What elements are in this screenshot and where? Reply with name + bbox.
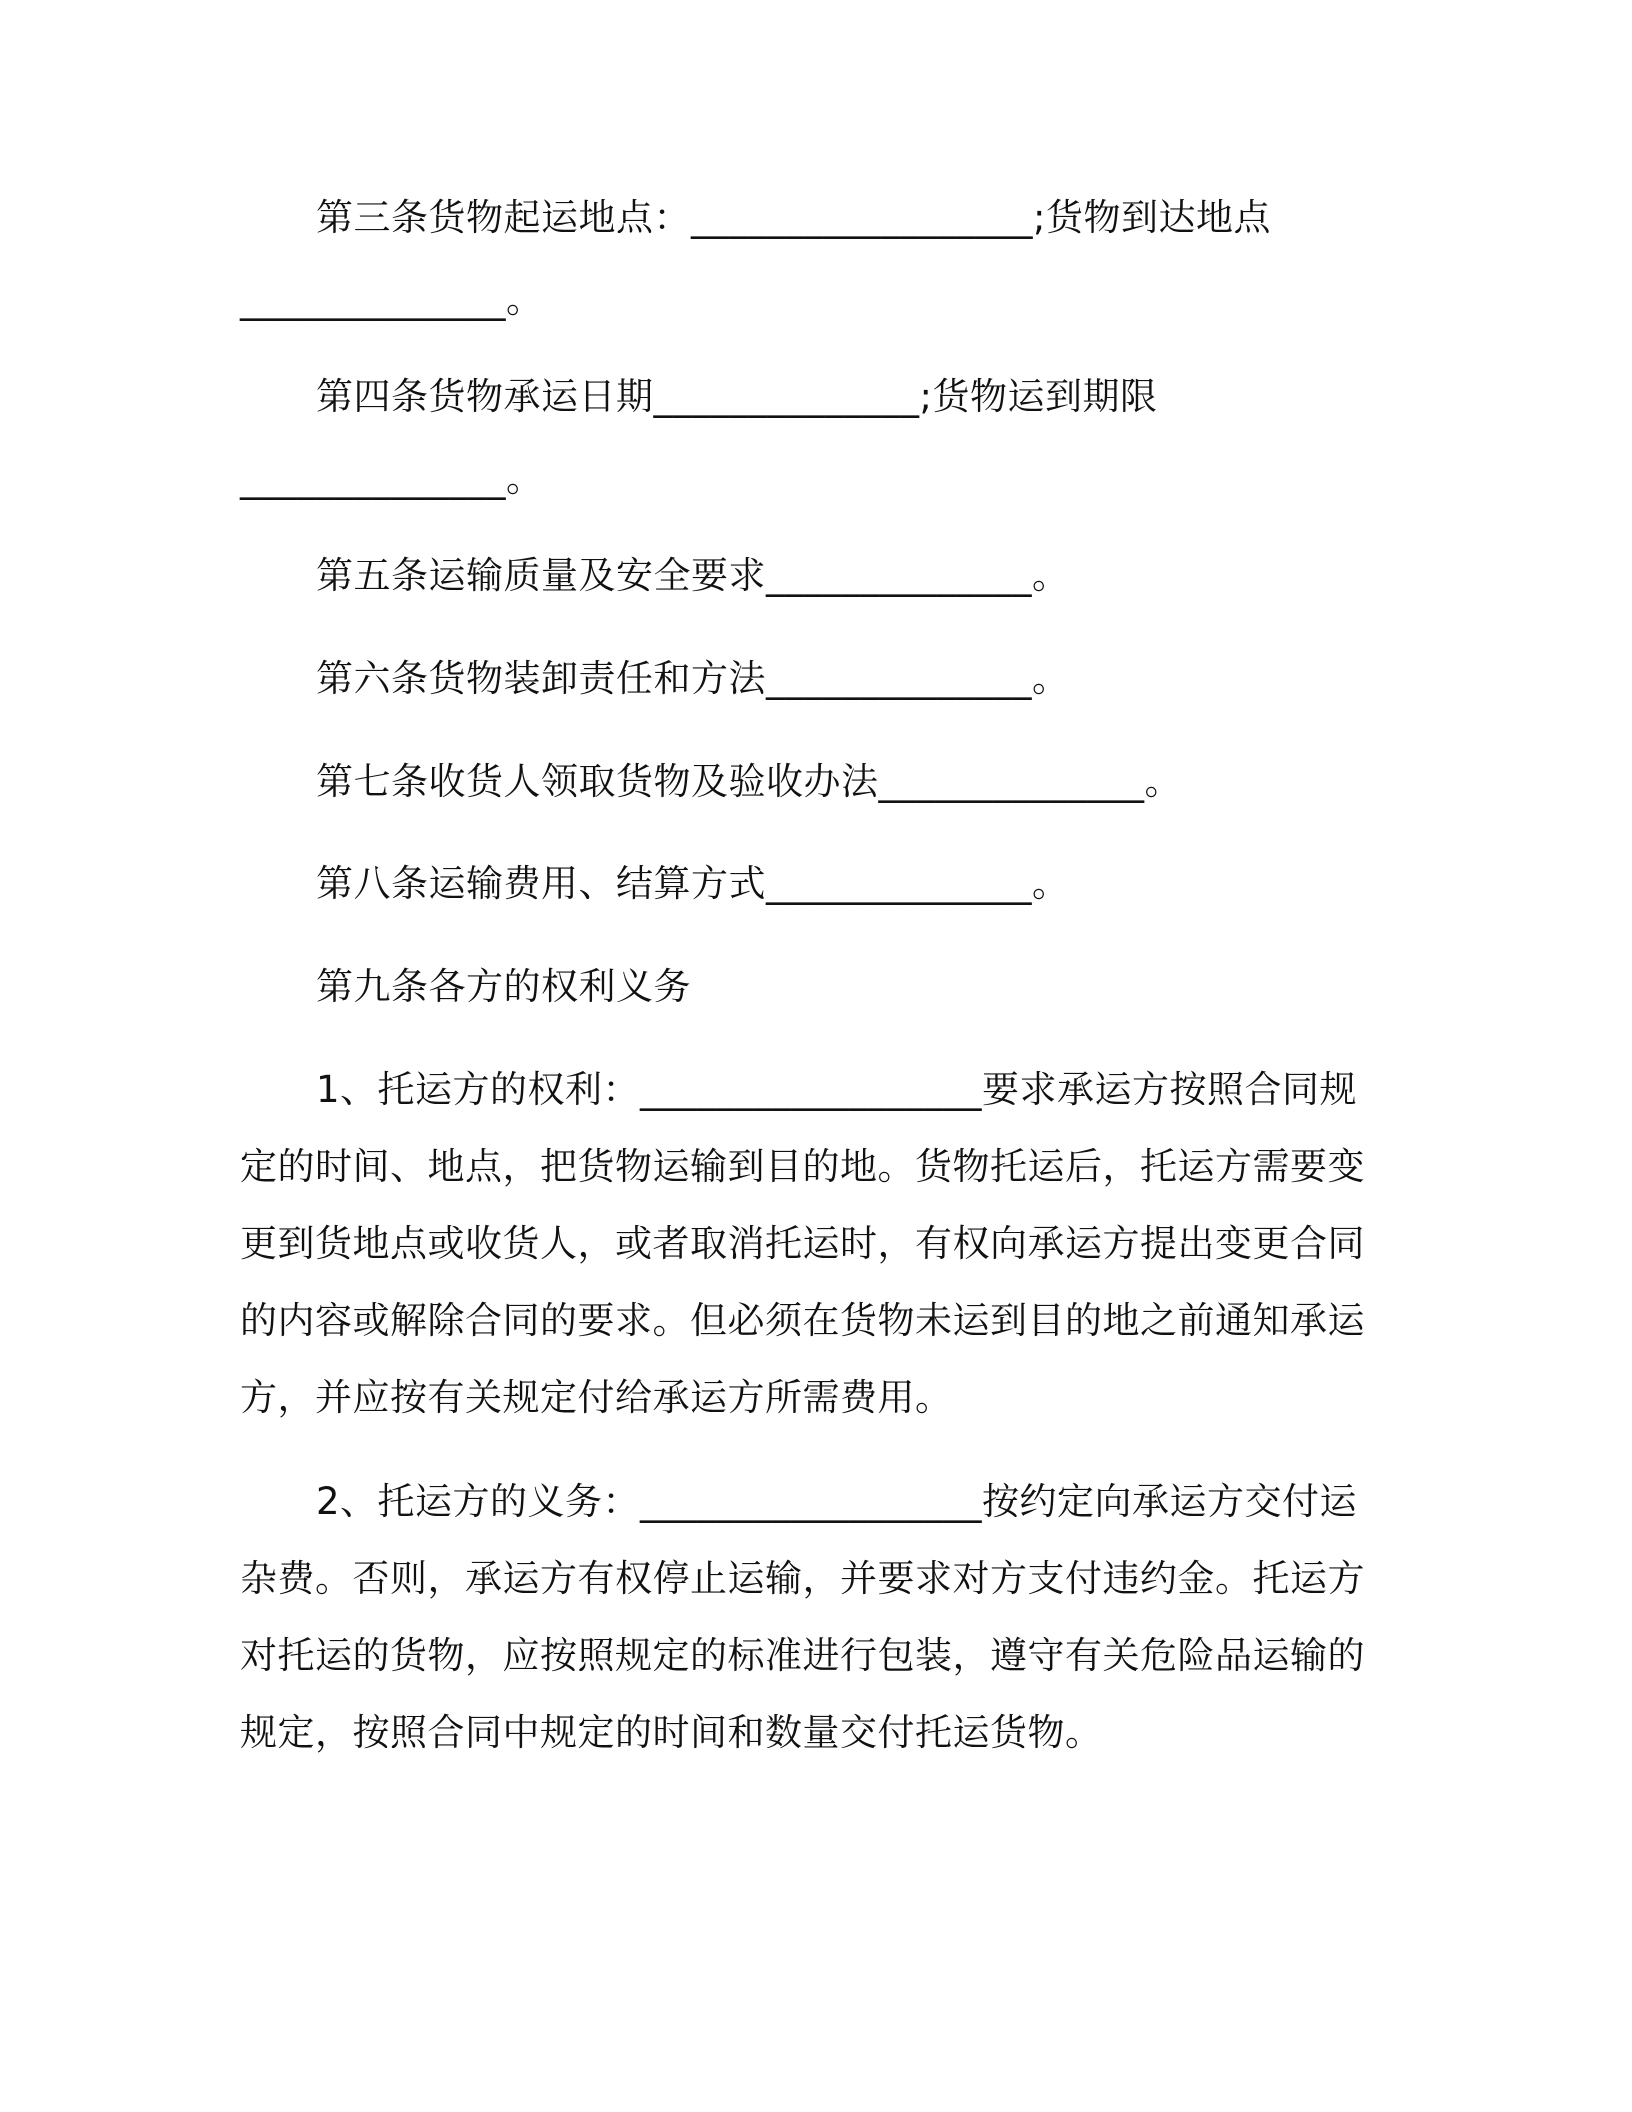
clause-9-item-2-line-2: 杂费。否则，承运方有权停止运输，并要求对方支付违约金。托运方 xyxy=(240,1557,1365,1600)
clause-9-item-2-line-3: 对托运的货物，应按照规定的标准进行包装，遵守有关危险品运输的 xyxy=(240,1634,1365,1677)
clause-9-item-2-line-1: 2、托运方的义务：__________________按约定向承运方交付运 xyxy=(316,1480,1358,1523)
clause-3-line-2: ______________。 xyxy=(240,278,544,321)
clause-3-line-1: 第三条货物起运地点：__________________;货物到达地点 xyxy=(316,196,1271,239)
clause-9-item-1-line-3: 更到货地点或收货人，或者取消托运时，有权向承运方提出变更合同 xyxy=(240,1222,1365,1265)
clause-9-item-1-line-1: 1、托运方的权利：__________________要求承运方按照合同规 xyxy=(316,1068,1358,1111)
clause-9-heading: 第九条各方的权利义务 xyxy=(316,965,691,1008)
clause-9-item-1-line-2: 定的时间、地点，把货物运输到目的地。货物托运后，托运方需要变 xyxy=(240,1145,1365,1188)
clause-9-item-1-line-4: 的内容或解除合同的要求。但必须在货物未运到目的地之前通知承运 xyxy=(240,1299,1365,1342)
clause-6: 第六条货物装卸责任和方法______________。 xyxy=(316,657,1070,700)
clause-4-line-2: ______________。 xyxy=(240,457,544,500)
clause-8: 第八条运输费用、结算方式______________。 xyxy=(316,862,1070,905)
clause-5: 第五条运输质量及安全要求______________。 xyxy=(316,554,1070,597)
clause-4-line-1: 第四条货物承运日期______________;货物运到期限 xyxy=(316,375,1158,418)
clause-9-item-2-line-4: 规定，按照合同中规定的时间和数量交付托运货物。 xyxy=(240,1711,1103,1754)
clause-7: 第七条收货人领取货物及验收办法______________。 xyxy=(316,760,1182,803)
clause-9-item-1-line-5: 方，并应按有关规定付给承运方所需费用。 xyxy=(240,1376,953,1419)
